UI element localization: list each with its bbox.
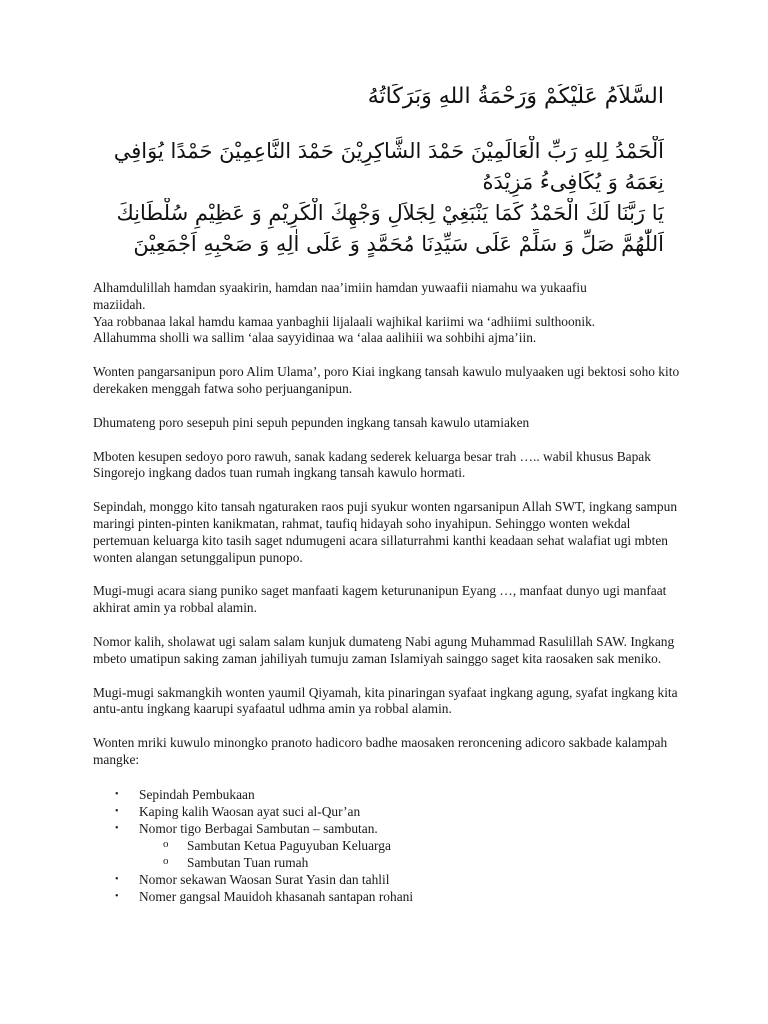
text-line: Alhamdulillah hamdan syaakirin, hamdan naa’imiin hamdan yuwaafii niamahu wa yukaafiu: [93, 280, 587, 295]
text-line: Allahumma sholli wa sallim ‘alaa sayyidinaa wa ‘alaa aalihiii wa sohbihi ajma’iin.: [93, 330, 537, 346]
list-item-label: Nomor sekawan Waosan Surat Yasin dan tahlil: [139, 871, 390, 887]
list-item: [93, 888, 683, 905]
list-item-label: Nomor tigo Berbagai Sambutan – sambutan.: [139, 820, 378, 836]
sub-list-item: [93, 854, 683, 871]
paragraph-hope: Mugi-mugi acara siang puniko saget manfaati kagem keturunanipun Eyang …, manfaat dunyo ugi manfaat akhirat amin ya robbal alamin.: [93, 583, 667, 616]
list-item-label: Sepindah Pembukaan: [139, 786, 255, 802]
sub-list-item: [93, 837, 683, 854]
paragraph-greeting-elders: Dhumateng poro sesepuh pini sepuh pepunden ingkang tansah kawulo utamiaken: [93, 414, 530, 430]
paragraph-agenda-intro: Wonten mriki kuwulo minongko pranoto hadicoro badhe maosaken reroncening adicoro sakbade kalampah mangke:: [93, 735, 668, 767]
paragraph-syafaat: Mugi-mugi sakmangkih wonten yaumil Qiyamah, kita pinaringan syafaat ingkang agung, syafat ingkang kita antu-antu ingkang kaarupi syafaatul udhma amin ya robbal alamin.: [93, 684, 678, 717]
bullet-icon: •: [115, 873, 119, 885]
sub-list-item-label: Sambutan Tuan rumah: [187, 854, 309, 870]
paragraph-gratitude: Sepindah, monggo kito tansah ngaturaken raos puji syukur wonten ngarsanipun Allah SWT, ingkang sampun maringi pinten-pinten kanikmatan, rahmat, taufiq hidayah soho inyahipun. Sehinggo wonten wekdal pertemuan keluarga kito tasih saget ndumugeni acara sillaturrahmi kanthi keadaan sehat walafiat ugi mbten wonten alangan setunggalipun punopo.: [93, 499, 678, 565]
document-body: [93, 280, 683, 905]
paragraph-greeting-ulama: Wonten pangarsanipun poro Alim Ulama’, poro Kiai ingkang tansah kawulo mulyaaken ugi bektosi soho kito derekaken menggah fatwa soho perjuanganipun.: [93, 364, 680, 396]
bullet-icon: •: [115, 805, 119, 817]
circle-bullet-icon: o: [163, 854, 169, 867]
arabic-line: يَا رَبَّنَا لَكَ الْحَمْدُ كَمَا يَنْبَغِيْ لِجَلاَلِ وَجْهِكَ الْكَرِيْمِ وَ عَظِيْمِ سُلْطَانِكَ: [116, 201, 664, 225]
text-line: maziidah.: [93, 296, 146, 312]
arabic-salam: السَّلاَمُ عَلَيْكُمْ وَرَحْمَةُ اللهِ وَبَرَكَاتُهُ: [367, 84, 664, 109]
list-item: [93, 820, 683, 871]
arabic-line: نِعَمَهُ وَ يُكَافِىءُ مَزِيْدَهُ: [482, 170, 664, 194]
arabic-line: اَللّٰهُمَّ صَلِّ وَ سَلِّمْ عَلَى سَيِّدِنَا مُحَمَّدٍ وَ عَلَى اٰلِهِ وَ صَحْبِهِ اَجْمَعِيْنَ: [133, 232, 664, 256]
arabic-opening-prayer: [80, 136, 664, 260]
arabic-line: اَلْحَمْدُ لِلهِ رَبِّ الْعَالَمِيْنَ حَمْدَ الشَّاكِرِيْنَ حَمْدَ النَّاعِمِيْنَ حَمْدًا يُوَافِي: [113, 139, 664, 163]
paragraph-greeting-guests: Mboten kesupen sedoyo poro rawuh, sanak kadang sederek keluarga besar trah ….. wabil khusus Bapak Singorejo ingkang dados tuan rumah ingkang tansah kawulo hormati.: [93, 448, 651, 481]
paragraph-sholawat: Nomor kalih, sholawat ugi salam salam kunjuk dumateng Nabi agung Muhammad Rasulillah SAW. Ingkang mbeto umatipun saking zaman jahiliyah tumuju zaman Islamiyah sainggo saget kita raosaken sak meniko.: [93, 633, 675, 666]
bullet-icon: •: [115, 822, 119, 834]
list-item: [93, 786, 683, 803]
bullet-icon: •: [115, 890, 119, 902]
list-item-label: Kaping kalih Waosan ayat suci al-Qur’an: [139, 803, 361, 819]
list-item-label: Nomer gangsal Mauidoh khasanah santapan rohani: [139, 888, 414, 904]
sub-list-item-label: Sambutan Ketua Paguyuban Keluarga: [187, 837, 391, 853]
agenda-list: [93, 786, 683, 905]
list-item: [93, 803, 683, 820]
circle-bullet-icon: o: [163, 837, 169, 850]
list-item: [93, 871, 683, 888]
bullet-icon: •: [115, 788, 119, 800]
text-line: Yaa robbanaa lakal hamdu kamaa yanbaghii lijalaali wajhikal kariimi wa ‘adhiimi sulthoonik.: [93, 313, 596, 329]
agenda-sublist: [139, 837, 683, 871]
paragraph-transliteration: [93, 280, 683, 347]
